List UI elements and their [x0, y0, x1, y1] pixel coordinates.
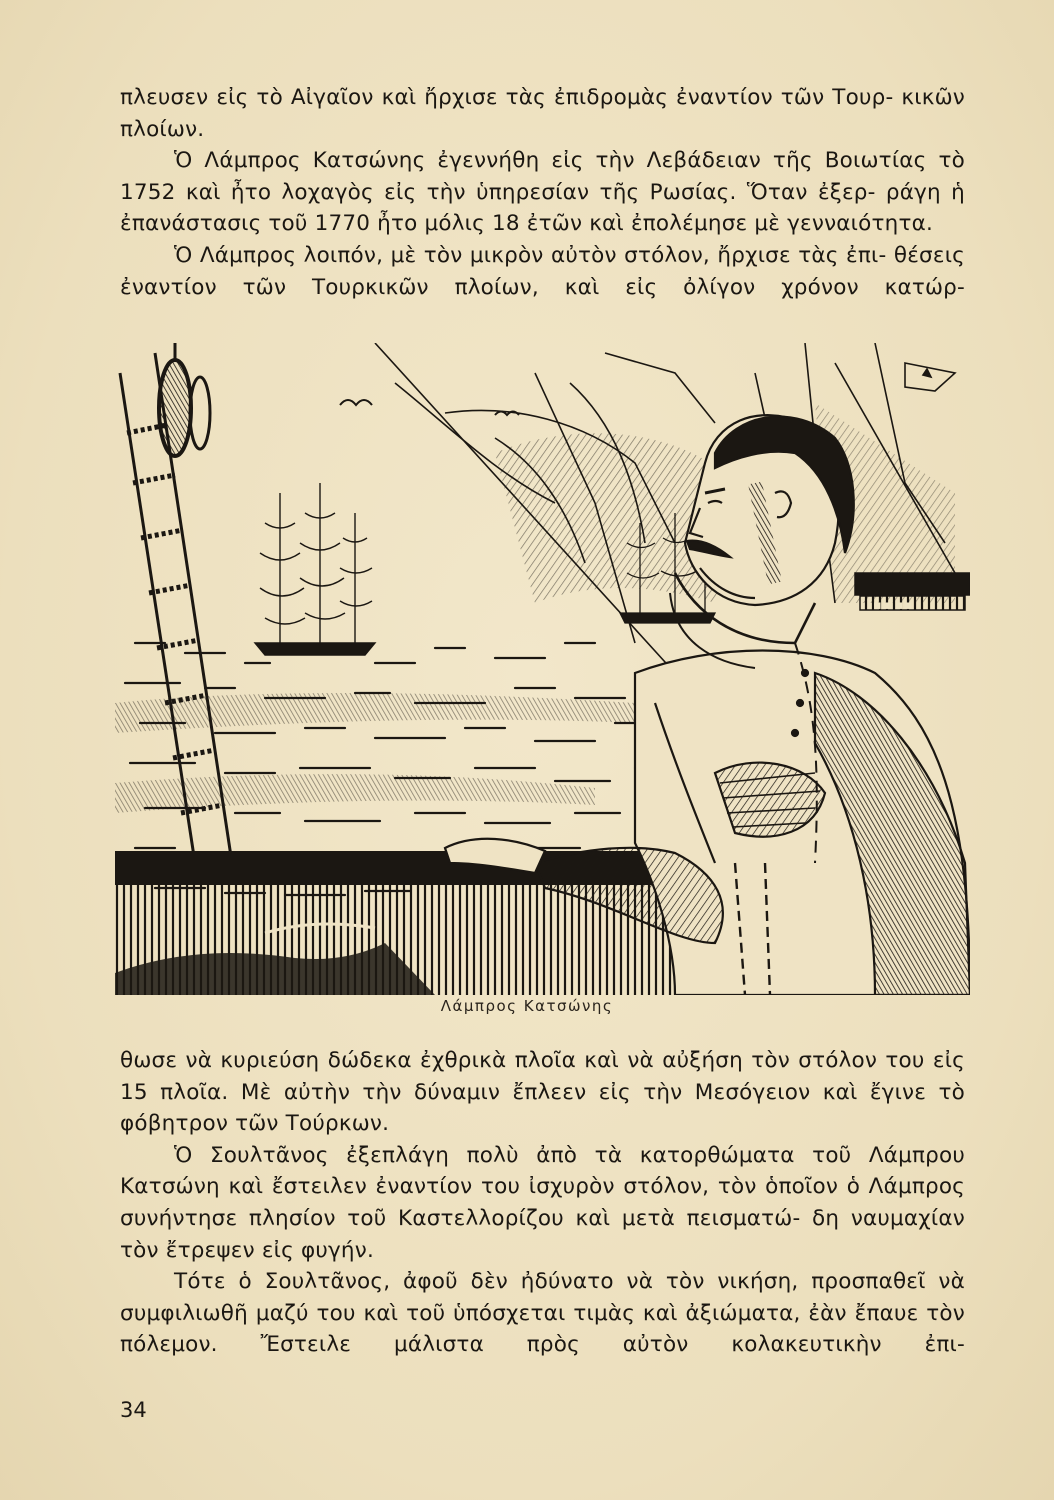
engraving-illustration: [115, 343, 970, 995]
figure-caption: Λάμπρος Κατσώνης: [440, 997, 614, 1015]
distant-ship-right: [855, 573, 970, 613]
text-block-top: [120, 82, 965, 303]
paragraph: Ὁ Σουλτᾶνος ἐξεπλάγη πολὺ ἀπὸ τὰ κατορθώματα τοῦ Λάμπρου Κατσώνη καὶ ἔστειλεν ἐναντίον του ἰσχυρὸν στόλον, τὸν ὁποῖον ὁ Λάμπρος συνήντησε πλησίον τοῦ Καστελλορίζου καὶ μετὰ πεισματώ- δη ναυμαχίαν τὸν ἔτρεψεν εἰς φυγήν.: [120, 1142, 965, 1263]
svg-text:▪▪ ▪▪: ▪▪ ▪▪: [873, 598, 913, 613]
distant-ship-left: [255, 483, 375, 655]
paragraph: θωσε νὰ κυριεύση δώδεκα ἐχθρικὰ πλοῖα καὶ νὰ αὐξήση τὸν στόλον του εἰς 15 πλοῖα. Μὲ αὐτὴν τὴν δύναμιν ἔπλεεν εἰς τὴν Μεσόγειον καὶ ἔγινε τὸ φόβητρον τῶν Τούρκων.: [120, 1048, 965, 1137]
paragraph: Τότε ὁ Σουλτᾶνος, ἀφοῦ δὲν ἠδύνατο νὰ τὸν νικήση, προσπαθεῖ νὰ συμφιλιωθῆ μαζύ του καὶ τοῦ ὑπόσχεται τιμὰς καὶ ἀξιώματα, ἐὰν ἔπαυε τὸν πόλεμον. Ἔστειλε μάλιστα πρὸς αὐτὸν κολακευτικὴν ἐπι-: [120, 1269, 965, 1358]
illustration-katsonis-on-ship: [115, 343, 970, 995]
flag: [905, 363, 955, 391]
page-number: 34: [120, 1398, 147, 1422]
text-block-bottom: [120, 1045, 965, 1361]
paragraph: Ὁ Λάμπρος λοιπόν, μὲ τὸν μικρὸν αὐτὸν στόλον, ἤρχισε τὰς ἐπι- θέσεις ἐναντίον τῶν Τουρκικῶν πλοίων, καὶ εἰς ὀλίγον χρόνον κατώρ-: [120, 242, 965, 300]
paragraph: Ὁ Λάμπρος Κατσώνης ἐγεννήθη εἰς τὴν Λεβάδειαν τῆς Βοιωτίας τὸ 1752 καὶ ἦτο λοχαγὸς εἰς τὴν ὑπηρεσίαν τῆς Ρωσίας. Ὅταν ἐξερ- ράγη ἡ ἐπανάστασις τοῦ 1770 ἦτο μόλις 18 ἐτῶν καὶ ἐπολέμησε μὲ γενναιότητα.: [120, 148, 965, 237]
paragraph: πλευσεν εἰς τὸ Αἰγαῖον καὶ ἤρχισε τὰς ἐπιδρομὰς ἐναντίον τῶν Τουρ- κικῶν πλοίων.: [120, 85, 965, 142]
sea-shading: [115, 693, 635, 813]
